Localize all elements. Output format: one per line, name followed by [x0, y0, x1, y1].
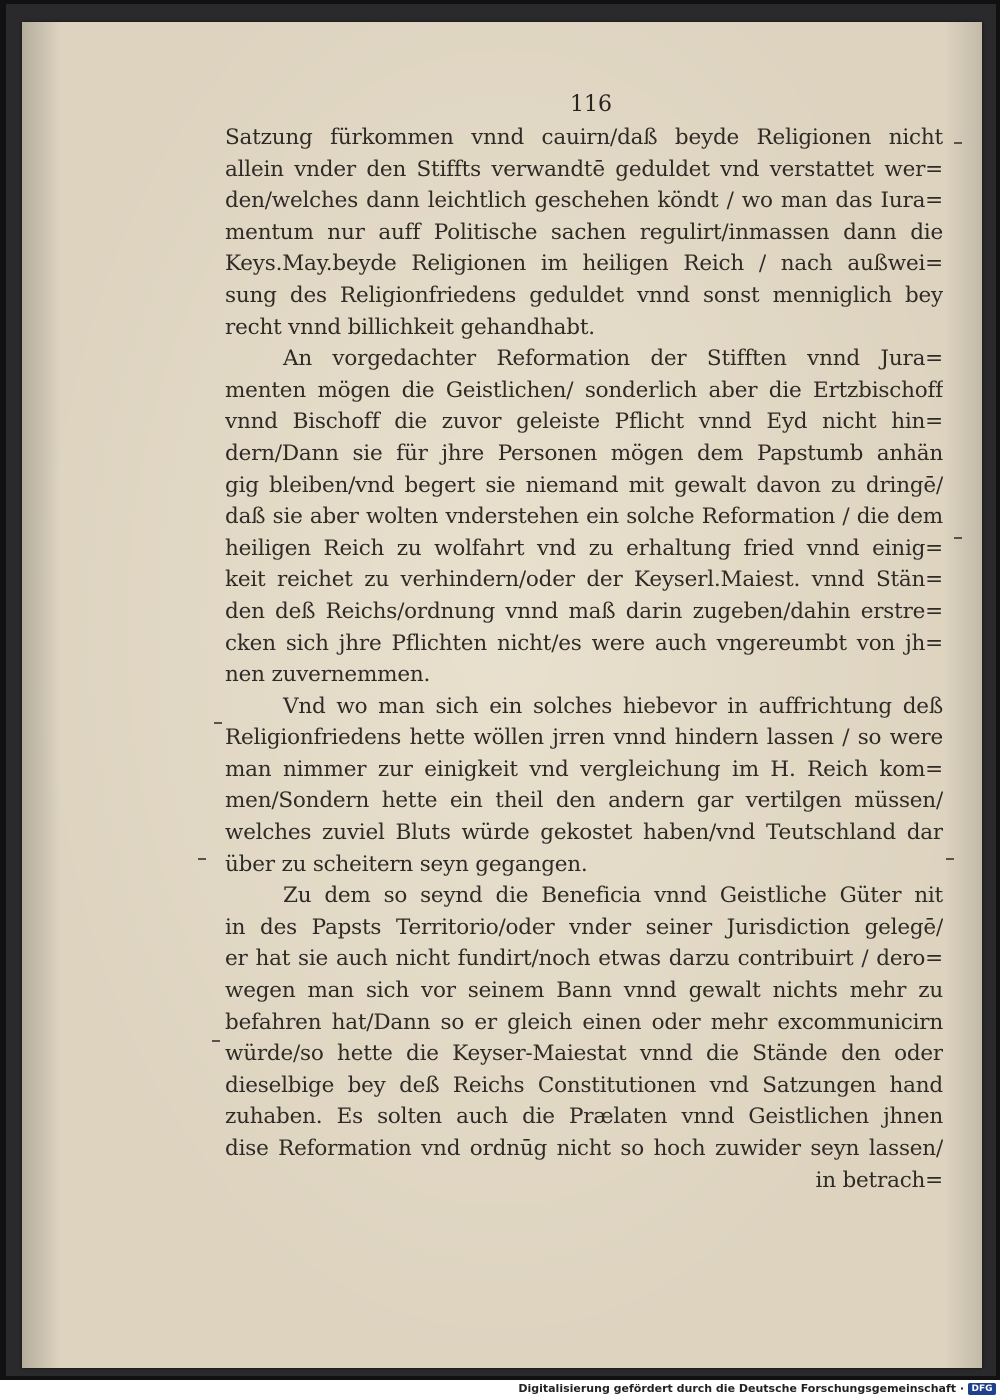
- text-line: man nimmer zur einigkeit vnd vergleichung im H. Reich kom=: [225, 756, 943, 782]
- text-line: recht vnnd billichkeit gehandhabt.: [225, 314, 595, 340]
- text-line: cken sich jhre Pflichten nicht/es were auch vngereumbt von jh=: [225, 630, 943, 656]
- text-line: dieselbige bey deß Reichs Constitutionen vnd Satzungen hand: [225, 1072, 943, 1098]
- page-number: 116: [570, 92, 612, 117]
- text-line: Keys.May.beyde Religionen im heiligen Reich / nach außwei=: [225, 251, 943, 277]
- text-line: gig bleiben/vnd begert sie niemand mit gewalt davon zu dringē/: [225, 472, 943, 498]
- text-line: vnnd Bischoff die zuvor geleiste Pflicht vnnd Eyd nicht hin=: [225, 409, 943, 435]
- text-line: keit reichet zu verhindern/oder der Keyserl.Maiest. vnnd Stän=: [225, 567, 943, 593]
- text-line: wegen man sich vor seinem Bann vnnd gewalt nichts mehr zu: [225, 978, 943, 1004]
- dfg-logo: DFG: [968, 1383, 996, 1395]
- text-line: Satzung fürkommen vnnd cauirn/daß beyde Religionen nicht: [225, 125, 943, 150]
- margin-mark: [954, 537, 962, 539]
- margin-mark: [946, 858, 954, 860]
- text-line: daß sie aber wolten vnderstehen ein solche Reformation / die dem: [225, 504, 943, 530]
- margin-mark: [212, 1040, 220, 1042]
- text-line: den deß Reichs/ordnung vnnd maß darin zugeben/dahin erstre=: [225, 598, 943, 624]
- text-line: über zu scheitern seyn gegangen.: [225, 851, 588, 877]
- text-line: menten mögen die Geistlichen/ sonderlich aber die Ertzbischoff: [225, 377, 943, 403]
- margin-mark: [198, 858, 206, 860]
- text-line: Religionfriedens hette wöllen jrren vnnd hindern lassen / so were: [225, 725, 943, 751]
- funding-notice: Digitalisierung gefördert durch die Deutsche Forschungsgemeinschaft ·: [518, 1382, 964, 1395]
- text-line: er hat sie auch nicht fundirt/noch etwas darzu contribuirt / dero=: [225, 946, 943, 972]
- text-line: dern/Dann sie für jhre Personen mögen dem Papstumb anhän: [225, 440, 943, 466]
- text-line: men/Sondern hette ein theil den andern gar vertilgen müssen/: [225, 788, 943, 814]
- margin-mark: [214, 722, 222, 724]
- text-block: [225, 122, 943, 1196]
- text-line: Zu dem so seynd die Beneficia vnnd Geistliche Güter nit: [283, 883, 943, 909]
- text-line: in des Papsts Territorio/oder vnder seiner Jurisdiction gelegē/: [225, 914, 943, 940]
- margin-mark: [954, 142, 962, 144]
- text-line: An vorgedachter Reformation der Stifften vnnd Jura=: [283, 346, 943, 372]
- text-line: allein vnder den Stiffts verwandtē geduldet vnd verstattet wer=: [225, 156, 943, 182]
- text-line: befahren hat/Dann so er gleich einen oder mehr excommunicirn: [225, 1009, 943, 1035]
- text-line: dise Reformation vnd ordnūg nicht so hoch zuwider seyn lassen/: [225, 1136, 943, 1161]
- text-line: zuhaben. Es solten auch die Prælaten vnnd Geistlichen jhnen: [225, 1104, 943, 1130]
- text-line: würde/so hette die Keyser-Maiestat vnnd die Stände den oder: [225, 1041, 943, 1067]
- text-line: mentum nur auff Politische sachen regulirt/inmassen dann die: [225, 219, 943, 245]
- footer-bar: [0, 1380, 1000, 1399]
- text-line: nen zuvernemmen.: [225, 662, 431, 688]
- text-line: heiligen Reich zu wolfahrt vnd zu erhaltung fried vnnd einig=: [225, 535, 943, 561]
- text-line: Vnd wo man sich ein solches hiebevor in auffrichtung deß: [283, 693, 943, 719]
- text-line: sung des Religionfriedens geduldet vnnd sonst menniglich bey: [225, 282, 943, 308]
- text-line: den/welches dann leichtlich geschehen köndt / wo man das Iura=: [225, 188, 943, 214]
- catchword: in betrach=: [815, 1167, 943, 1193]
- text-line: welches zuviel Bluts würde gekostet haben/vnd Teutschland dar: [225, 820, 943, 846]
